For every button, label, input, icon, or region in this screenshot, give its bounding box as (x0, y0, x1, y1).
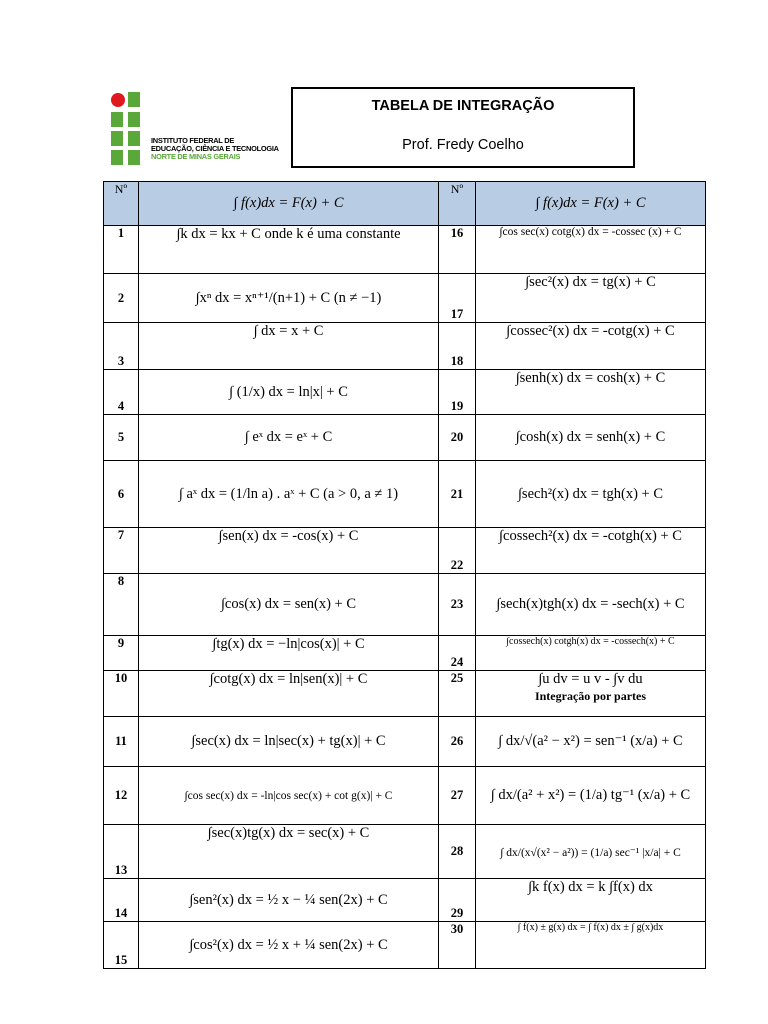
table-row (104, 370, 706, 415)
formula-cell: ∫sech(x)tgh(x) dx = -sech(x) + C (476, 574, 706, 636)
formula-cell: ∫k dx = kx + C onde k é uma constante (139, 226, 439, 274)
formula-number: 9 (104, 636, 139, 671)
column-number-header-right: Nº (439, 182, 476, 226)
title-box (291, 87, 635, 168)
formula-number: 17 (439, 274, 476, 323)
logo-line-3: NORTE DE MINAS GERAIS (151, 152, 241, 162)
table-row (104, 671, 706, 717)
formula-cell: ∫ dx/√(a² − x²) = sen⁻¹ (x/a) + C (476, 717, 706, 767)
formula-cell: ∫sec(x) dx = ln|sec(x) + tg(x)| + C (139, 717, 439, 767)
formula-number: 27 (439, 767, 476, 825)
column-formula-header-right: ∫ f(x)dx = F(x) + C (476, 182, 706, 226)
logo-mark (108, 88, 152, 168)
formula-number: 10 (104, 671, 139, 717)
logo-line-2: EDUCAÇÃO, CIÊNCIA E TECNOLOGIA (151, 144, 279, 154)
formula-cell: ∫sec²(x) dx = tg(x) + C (476, 274, 706, 323)
logo-text (151, 137, 279, 162)
table-row (104, 922, 706, 969)
formula-cell: ∫ dx/(a² + x²) = (1/a) tg⁻¹ (x/a) + C (476, 767, 706, 825)
formula-number: 6 (104, 461, 139, 528)
table-row (104, 226, 706, 274)
formula-number: 2 (104, 274, 139, 323)
table-row (104, 415, 706, 461)
formula-note: Integração por partes (534, 689, 647, 703)
formula-cell: ∫ (1/x) dx = ln|x| + C (139, 370, 439, 415)
table-row (104, 879, 706, 922)
formula-number: 24 (439, 636, 476, 671)
formula-number: 4 (104, 370, 139, 415)
formula-number: 1 (104, 226, 139, 274)
formula-number: 18 (439, 323, 476, 370)
table-row (104, 528, 706, 574)
formula-number: 16 (439, 226, 476, 274)
formula-number: 15 (104, 922, 139, 969)
formula-cell: ∫ aˣ dx = (1/ln a) . aˣ + C (a > 0, a ≠ 1) (139, 461, 439, 528)
formula-cell: ∫cossech(x) cotgh(x) dx = -cossech(x) + C (476, 636, 706, 671)
formula-cell: ∫sec(x)tg(x) dx = sec(x) + C (139, 825, 439, 879)
formula-cell: ∫sen²(x) dx = ½ x − ¼ sen(2x) + C (139, 879, 439, 922)
table-row (104, 636, 706, 671)
formula-cell: ∫ dx/(x√(x² − a²)) = (1/a) sec⁻¹ |x/a| + C (476, 825, 706, 879)
formula-number: 19 (439, 370, 476, 415)
formula-number: 8 (104, 574, 139, 636)
formula-cell: ∫xⁿ dx = xⁿ⁺¹/(n+1) + C (n ≠ −1) (139, 274, 439, 323)
formula-cell: ∫cossec²(x) dx = -cotg(x) + C (476, 323, 706, 370)
formula-cell: ∫cosh(x) dx = senh(x) + C (476, 415, 706, 461)
formula-number: 20 (439, 415, 476, 461)
formula-cell: ∫senh(x) dx = cosh(x) + C (476, 370, 706, 415)
formula-number: 3 (104, 323, 139, 370)
formula-cell (476, 671, 706, 717)
table-row (104, 767, 706, 825)
page-title: TABELA DE INTEGRAÇÃO (371, 98, 555, 114)
formula-number: 29 (439, 879, 476, 922)
formula-number: 5 (104, 415, 139, 461)
formula-text: ∫u dv = u v - ∫v du (538, 671, 643, 687)
table-row (104, 825, 706, 879)
formula-number: 22 (439, 528, 476, 574)
table-row (104, 461, 706, 528)
formula-cell: ∫cos(x) dx = sen(x) + C (139, 574, 439, 636)
formula-number: 30 (439, 922, 476, 969)
formula-cell: ∫ dx = x + C (139, 323, 439, 370)
column-formula-header: ∫ f(x)dx = F(x) + C (139, 182, 439, 226)
formula-number: 7 (104, 528, 139, 574)
formula-number: 13 (104, 825, 139, 879)
formula-number: 11 (104, 717, 139, 767)
formula-cell: ∫k f(x) dx = k ∫f(x) dx (476, 879, 706, 922)
column-number-header: Nº (104, 182, 139, 226)
formula-number: 26 (439, 717, 476, 767)
table-row (104, 574, 706, 636)
formula-cell: ∫cos²(x) dx = ½ x + ¼ sen(2x) + C (139, 922, 439, 969)
logo-line-1: INSTITUTO FEDERAL DE (151, 136, 235, 145)
formula-cell: ∫cos sec(x) dx = -ln|cos sec(x) + cot g(x)| + C (139, 767, 439, 825)
table-header-row (104, 182, 706, 226)
formula-cell: ∫sen(x) dx = -cos(x) + C (139, 528, 439, 574)
formula-cell: ∫cos sec(x) cotg(x) dx = -cossec (x) + C (476, 226, 706, 274)
table-row (104, 274, 706, 323)
formula-number: 14 (104, 879, 139, 922)
formula-number: 21 (439, 461, 476, 528)
formula-cell: ∫tg(x) dx = −ln|cos(x)| + C (139, 636, 439, 671)
formula-number: 25 (439, 671, 476, 717)
formula-number: 23 (439, 574, 476, 636)
table-row (104, 717, 706, 767)
formula-number: 28 (439, 825, 476, 879)
formula-number: 12 (104, 767, 139, 825)
table-row (104, 323, 706, 370)
author-name: Prof. Fredy Coelho (402, 137, 524, 153)
formula-cell: ∫ eˣ dx = eˣ + C (139, 415, 439, 461)
formula-cell: ∫ f(x) ± g(x) dx = ∫ f(x) dx ± ∫ g(x)dx (476, 922, 706, 969)
formula-cell: ∫cossech²(x) dx = -cotgh(x) + C (476, 528, 706, 574)
formula-cell: ∫sech²(x) dx = tgh(x) + C (476, 461, 706, 528)
integration-table (103, 181, 706, 969)
institution-logo (108, 88, 286, 170)
formula-cell: ∫cotg(x) dx = ln|sen(x)| + C (139, 671, 439, 717)
